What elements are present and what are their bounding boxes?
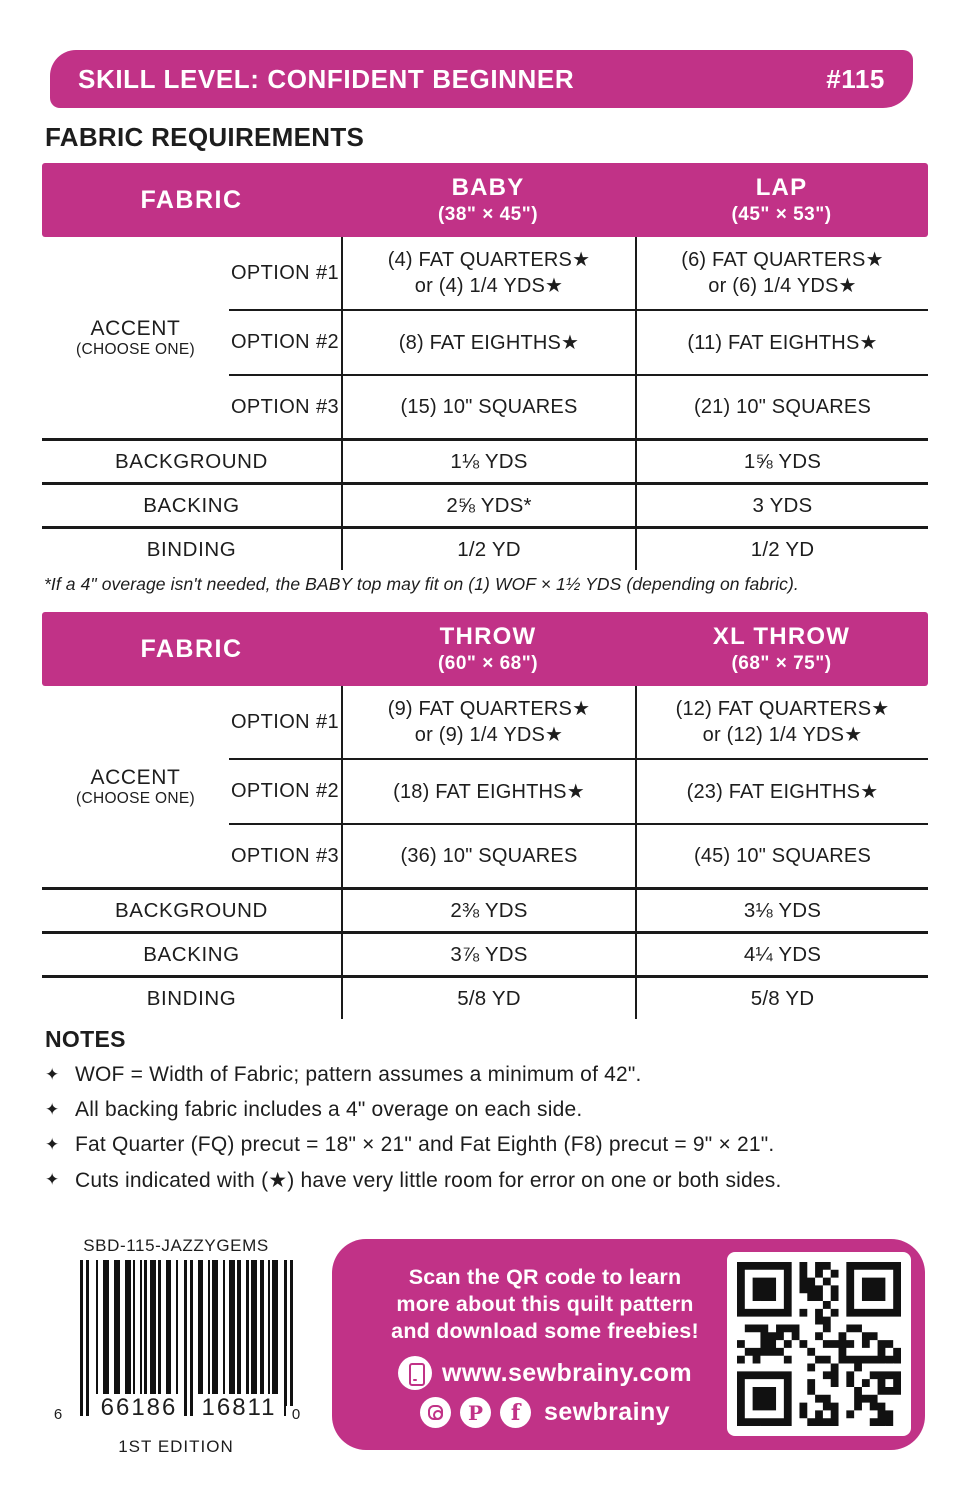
phone-icon	[398, 1356, 432, 1390]
list-item	[45, 1168, 925, 1193]
size-dims: (45" × 53")	[731, 204, 832, 226]
row-label: BACKGROUND	[115, 449, 268, 473]
baby-overage-footnote: *If a 4" overage isn't needed, the BABY top may fit on (1) WOF × 1½ YDS (depending on fabric).	[44, 574, 799, 594]
fabric-table-throw-xlthrow	[42, 612, 928, 1019]
cell-line: (4) FAT QUARTERS★	[387, 249, 591, 271]
cell-line: (11) FAT EIGHTHS★	[687, 331, 878, 354]
table-row	[42, 482, 928, 526]
cell-line: or (4) 1/4 YDS★	[414, 275, 564, 297]
notes-title: NOTES	[45, 1026, 126, 1052]
cell-size2	[635, 758, 928, 823]
cell-size2	[635, 309, 928, 374]
accent-options-block	[42, 237, 928, 438]
cell-size2: 4¼ YDS	[635, 934, 928, 975]
pattern-number: #115	[826, 63, 885, 94]
size-name: XL THROW	[712, 623, 851, 651]
option-label: OPTION #1	[230, 710, 340, 733]
accent-row-label	[42, 686, 229, 887]
cell-line: (8) FAT EIGHTHS★	[398, 331, 580, 354]
fabric-table-baby-lap	[42, 163, 928, 570]
size-dims: (38" × 45")	[437, 204, 539, 226]
accent-row-label	[42, 237, 229, 438]
social-handle: sewbrainy	[544, 1398, 670, 1426]
table-row	[42, 887, 928, 931]
promo-line: Scan the QR code to learn	[408, 1265, 682, 1289]
table-row	[42, 931, 928, 975]
barcode-digit-lead: 6	[48, 1406, 68, 1423]
size-name: THROW	[439, 623, 537, 651]
cell-size2: 3⅛ YDS	[635, 890, 928, 931]
cell-line: (18) FAT EIGHTHS★	[393, 780, 585, 803]
cell-line: (15) 10" SQUARES	[400, 396, 578, 418]
row-label: BINDING	[146, 986, 237, 1010]
accent-sub-text: (CHOOSE ONE)	[76, 789, 195, 807]
note-text: Cuts indicated with (★) have very little room for error on one or both sides.	[75, 1169, 782, 1192]
cell-size2: 3 YDS	[635, 485, 928, 526]
notes-section	[45, 1026, 925, 1204]
size-name: LAP	[755, 174, 808, 202]
option-label: OPTION #3	[229, 374, 341, 438]
social-row	[356, 1397, 734, 1428]
cell-size2	[635, 823, 928, 887]
barcode-image	[52, 1260, 300, 1432]
pinterest-icon	[460, 1397, 491, 1428]
option-label: OPTION #2	[229, 758, 341, 823]
option-label: OPTION #3	[229, 823, 341, 887]
note-text: All backing fabric includes a 4" overage on each side.	[75, 1098, 583, 1121]
sparkle-bullet-icon: ✦	[45, 1170, 60, 1189]
skill-level-banner	[50, 50, 913, 108]
row-label: BINDING	[146, 537, 237, 561]
cell-size1	[341, 758, 635, 823]
size-dims: (68" × 75")	[731, 653, 832, 675]
cell-line: (36) 10" SQUARES	[400, 845, 578, 867]
instagram-icon	[420, 1397, 451, 1428]
qr-code-pattern	[737, 1262, 901, 1426]
cell-size2: 1⅝ YDS	[635, 441, 928, 482]
cell-size1: 1/2 YD	[341, 529, 635, 570]
website-row	[356, 1356, 734, 1390]
table-header	[42, 612, 928, 686]
sparkle-bullet-icon: ✦	[45, 1065, 60, 1084]
sparkle-bullet-icon: ✦	[45, 1100, 60, 1119]
list-item	[45, 1063, 925, 1087]
accent-label-text: ACCENT	[90, 316, 181, 340]
cell-size1	[341, 374, 635, 438]
facebook-icon	[500, 1397, 531, 1428]
promo-text	[356, 1264, 734, 1345]
option-label: OPTION #1	[230, 261, 340, 284]
cell-size1: 1⅛ YDS	[341, 441, 635, 482]
table-row	[42, 526, 928, 570]
column-header-size2	[635, 612, 928, 686]
cell-size2	[635, 374, 928, 438]
cell-line: (9) FAT QUARTERS★	[387, 698, 591, 720]
table-row	[42, 975, 928, 1019]
cell-size1: 2⅜ YDS	[341, 890, 635, 931]
note-text: Fat Quarter (FQ) precut = 18" × 21" and Fat Eighth (F8) precut = 9" × 21".	[75, 1133, 775, 1156]
cell-line: (23) FAT EIGHTHS★	[686, 780, 879, 803]
cell-size1	[341, 309, 635, 374]
cell-size2	[635, 686, 928, 758]
cell-size1: 2⅝ YDS*	[341, 485, 635, 526]
column-header-size2	[635, 163, 928, 237]
cell-size2: 5/8 YD	[635, 978, 928, 1019]
row-label: BACKING	[143, 493, 240, 517]
column-header-fabric: FABRIC	[140, 634, 243, 663]
promo-line: more about this quilt pattern	[396, 1292, 694, 1316]
accent-label-text: ACCENT	[90, 765, 181, 789]
fabric-requirements-title: FABRIC REQUIREMENTS	[45, 122, 365, 152]
accent-options-block	[42, 686, 928, 887]
qr-code	[727, 1252, 911, 1436]
promo-line: and download some freebies!	[391, 1319, 699, 1343]
table-row	[42, 438, 928, 482]
qr-promo-box	[332, 1239, 925, 1450]
edition-label: 1ST EDITION	[118, 1437, 234, 1456]
cell-size1: 3⅞ YDS	[341, 934, 635, 975]
option-label: OPTION #2	[229, 309, 341, 374]
list-item	[45, 1098, 925, 1122]
barcode-digit-group2: 16811	[201, 1394, 277, 1421]
cell-line: or (12) 1/4 YDS★	[702, 724, 863, 746]
size-name: BABY	[451, 174, 525, 202]
cell-size2: 1/2 YD	[635, 529, 928, 570]
column-header-size1	[341, 163, 635, 237]
list-item	[45, 1133, 925, 1157]
skill-level-text: SKILL LEVEL: CONFIDENT BEGINNER	[78, 63, 575, 94]
barcode-digit-trail: 0	[286, 1406, 306, 1423]
cell-line: or (9) 1/4 YDS★	[414, 724, 564, 746]
cell-size1	[341, 686, 635, 758]
row-label: BACKING	[143, 942, 240, 966]
cell-line: (12) FAT QUARTERS★	[675, 698, 890, 720]
cell-size1	[341, 823, 635, 887]
cell-line: (6) FAT QUARTERS★	[681, 249, 884, 271]
row-label: BACKGROUND	[115, 898, 268, 922]
column-header-size1	[341, 612, 635, 686]
size-dims: (60" × 68")	[437, 653, 539, 675]
sparkle-bullet-icon: ✦	[45, 1135, 60, 1154]
cell-line: or (6) 1/4 YDS★	[708, 275, 857, 297]
cell-line: (21) 10" SQUARES	[693, 396, 872, 418]
website-link: www.sewbrainy.com	[442, 1358, 692, 1387]
column-header-fabric: FABRIC	[140, 185, 243, 214]
cell-size1	[341, 237, 635, 309]
barcode-digit-group1: 66186	[100, 1394, 178, 1421]
sku-label: SBD-115-JAZZYGEMS	[83, 1236, 269, 1255]
table-header	[42, 163, 928, 237]
cell-size1: 5/8 YD	[341, 978, 635, 1019]
cell-line: (45) 10" SQUARES	[693, 845, 872, 867]
accent-sub-text: (CHOOSE ONE)	[76, 340, 195, 358]
note-text: WOF = Width of Fabric; pattern assumes a minimum of 42".	[75, 1063, 642, 1086]
cell-size2	[635, 237, 928, 309]
